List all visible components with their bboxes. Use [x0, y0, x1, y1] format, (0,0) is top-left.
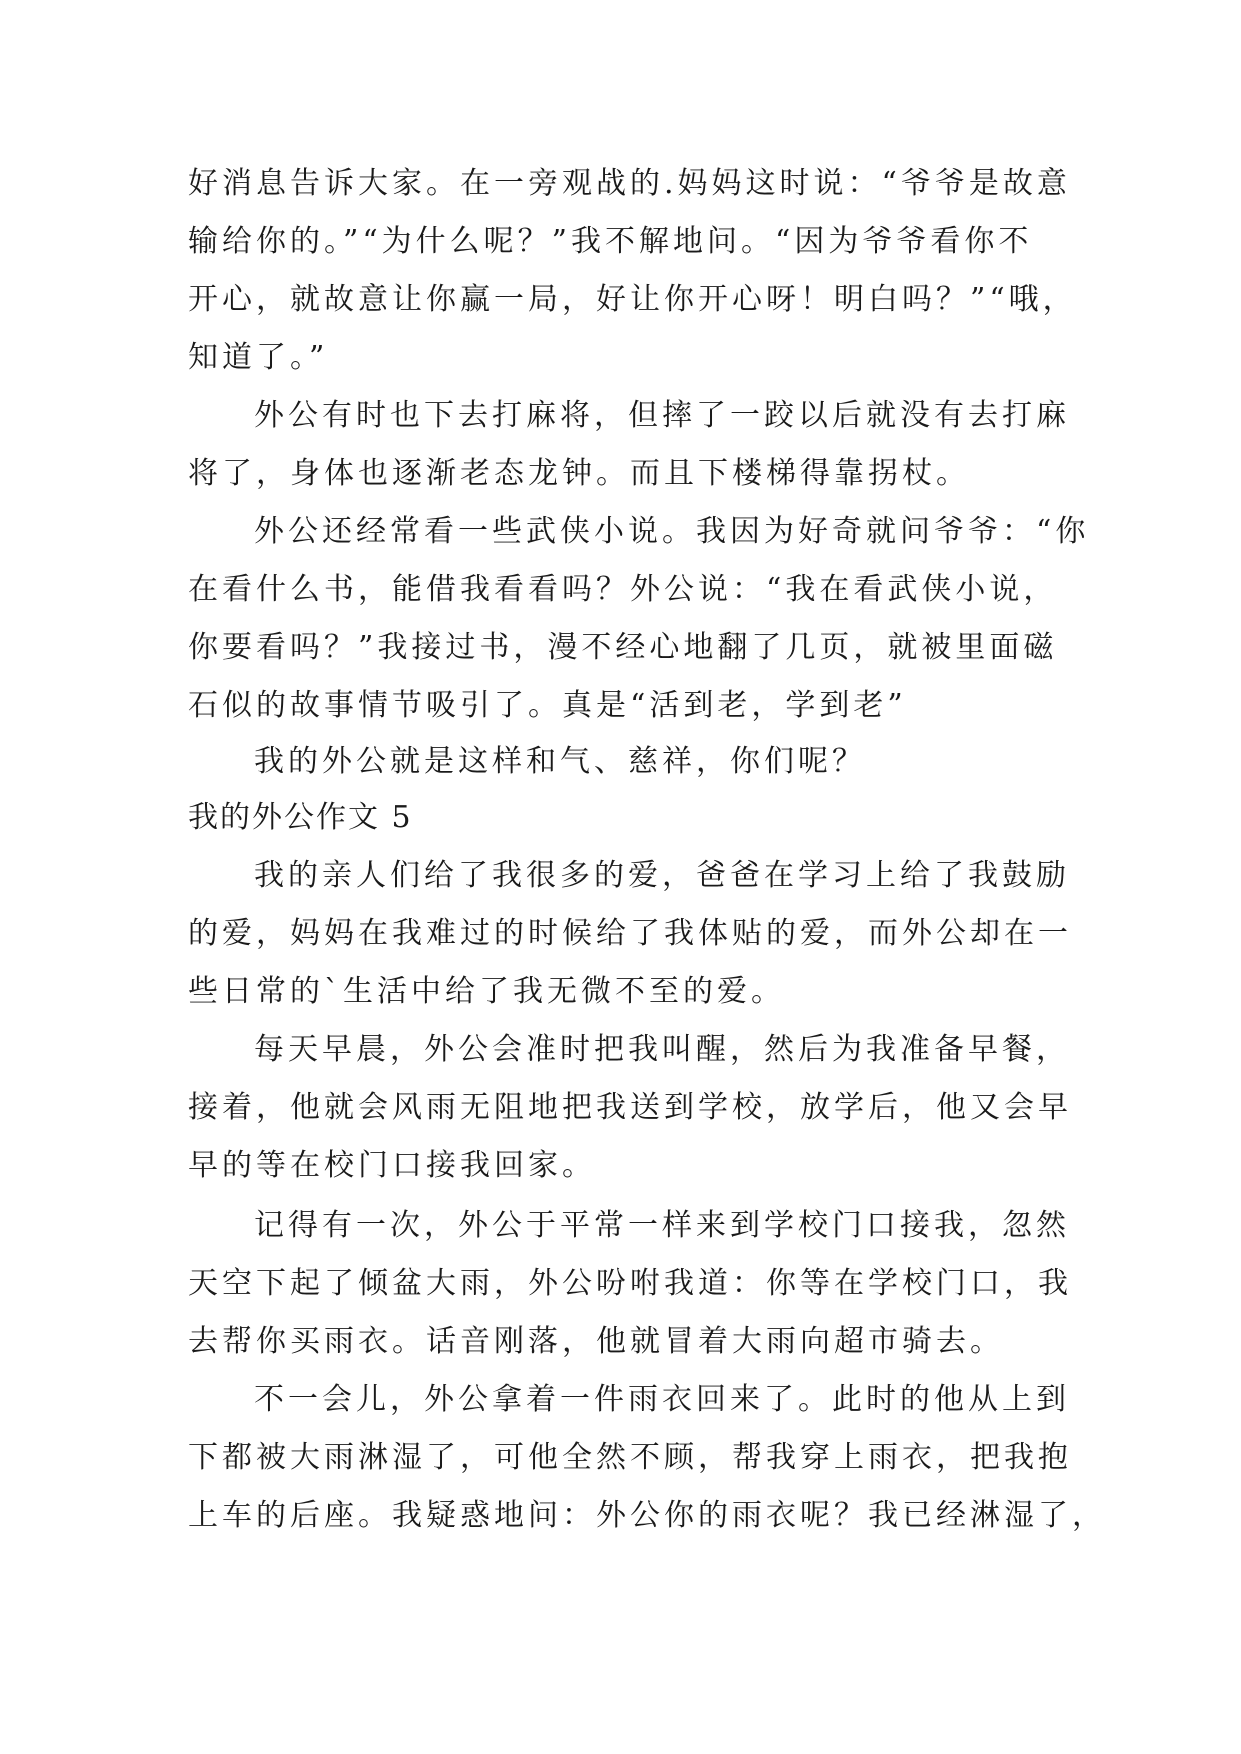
- paragraph-start: 记得有一次，外公于平常一样来到学校门口接我，忽然: [254, 1208, 1070, 1243]
- text-line: 知道了。”: [188, 340, 329, 375]
- text-line: 开心，就故意让你赢一局，好让你开心呀！明白吗？”“哦，: [188, 282, 1077, 317]
- paragraph-start: 我的亲人们给了我很多的爱，爸爸在学习上给了我鼓励: [254, 858, 1070, 893]
- text-line: 输给你的。”“为什么呢？”我不解地问。“因为爷爷看你不: [188, 224, 1033, 259]
- text-line: 下都被大雨淋湿了，可他全然不顾，帮我穿上雨衣，把我抱: [188, 1440, 1072, 1475]
- text-line: 接着，他就会风雨无阻地把我送到学校，放学后，他又会早: [188, 1090, 1072, 1125]
- text-line: 些日常的`生活中给了我无微不至的爱。: [188, 974, 785, 1009]
- paragraph-start: 不一会儿，外公拿着一件雨衣回来了。此时的他从上到: [254, 1382, 1070, 1417]
- paragraph-start: 外公还经常看一些武侠小说。我因为好奇就问爷爷：“你: [254, 514, 1090, 549]
- text-line: 你要看吗？”我接过书，漫不经心地翻了几页，就被里面磁: [188, 630, 1058, 665]
- text-line: 将了，身体也逐渐老态龙钟。而且下楼梯得靠拐杖。: [188, 456, 970, 491]
- text-line: 好消息告诉大家。在一旁观战的.妈妈这时说：“爷爷是故意: [188, 166, 1071, 201]
- paragraph-start: 每天早晨，外公会准时把我叫醒，然后为我准备早餐，: [254, 1032, 1070, 1067]
- text-line: 上车的后座。我疑惑地问：外公你的雨衣呢？我已经淋湿了，: [188, 1498, 1106, 1533]
- text-line: 的爱，妈妈在我难过的时候给了我体贴的爱，而外公却在一: [188, 916, 1072, 951]
- text-line: 天空下起了倾盆大雨，外公吩咐我道：你等在学校门口，我: [188, 1266, 1072, 1301]
- paragraph-start: 外公有时也下去打麻将，但摔了一跤以后就没有去打麻: [254, 398, 1070, 433]
- paragraph-start: 我的外公就是这样和气、慈祥，你们呢？: [254, 744, 866, 779]
- text-line: 去帮你买雨衣。话音刚落，他就冒着大雨向超市骑去。: [188, 1324, 1004, 1359]
- text-line: 石似的故事情节吸引了。真是“活到老，学到老”: [188, 688, 907, 723]
- text-line: 早的等在校门口接我回家。: [188, 1148, 596, 1183]
- text-line: 在看什么书，能借我看看吗？外公说：“我在看武侠小说，: [188, 572, 1058, 607]
- section-heading: 我的外公作文 5: [188, 800, 413, 835]
